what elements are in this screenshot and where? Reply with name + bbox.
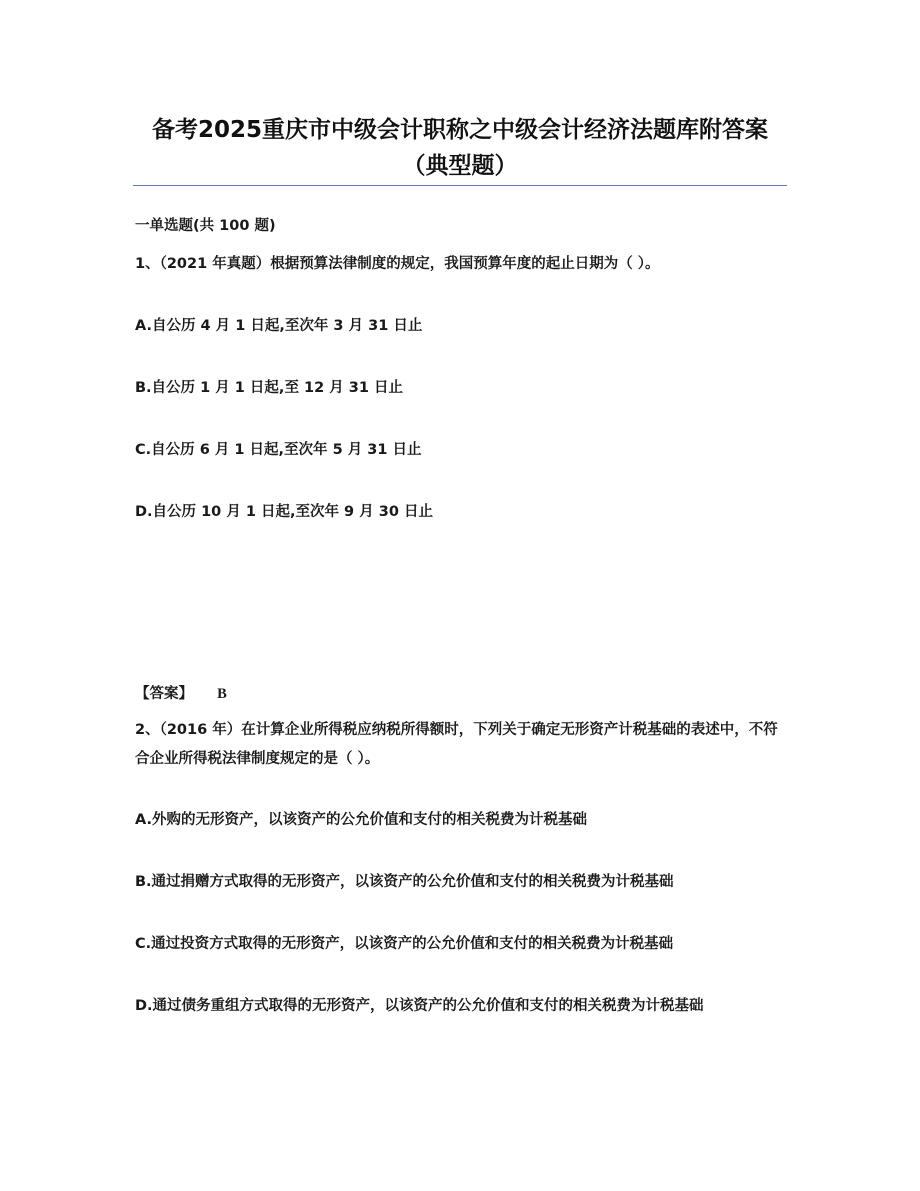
question-2-option-a: A.外购的无形资产，以该资产的公允价值和支付的相关税费为计税基础: [135, 812, 587, 828]
question-1-answer: [135, 682, 227, 703]
question-1-option-d: D.自公历 10 月 1 日起,至次年 9 月 30 日止: [135, 504, 433, 520]
question-2-option-c: C.通过投资方式取得的无形资产，以该资产的公允价值和支付的相关税费为计税基础: [135, 936, 674, 952]
question-2-option-b: B.通过捐赠方式取得的无形资产，以该资产的公允价值和支付的相关税费为计税基础: [135, 874, 674, 890]
answer-value: B: [217, 686, 227, 702]
document-title: 备考2025重庆市中级会计职称之中级会计经济法题库附答案（典型题）: [151, 117, 768, 179]
question-1-option-a: A.自公历 4 月 1 日起,至次年 3 月 31 日止: [135, 318, 423, 334]
section-header: 一单选题(共 100 题): [135, 218, 276, 234]
question-1-option-b: B.自公历 1 月 1 日起,至 12 月 31 日止: [135, 380, 403, 396]
question-2-option-d: D.通过债务重组方式取得的无形资产，以该资产的公允价值和支付的相关税费为计税基础: [135, 998, 704, 1014]
question-1-stem: 1、（2021 年真题）根据预算法律制度的规定，我国预算年度的起止日期为（ ）。: [135, 256, 660, 272]
question-2-stem: 2、（2016 年）在计算企业所得税应纳税所得额时，下列关于确定无形资产计税基础的表述中，不符合企业所得税法律制度规定的是（ ）。: [135, 722, 778, 767]
answer-label: 【答案】: [135, 686, 193, 702]
title-divider: [133, 185, 787, 186]
question-1-option-c: C.自公历 6 月 1 日起,至次年 5 月 31 日止: [135, 442, 422, 458]
